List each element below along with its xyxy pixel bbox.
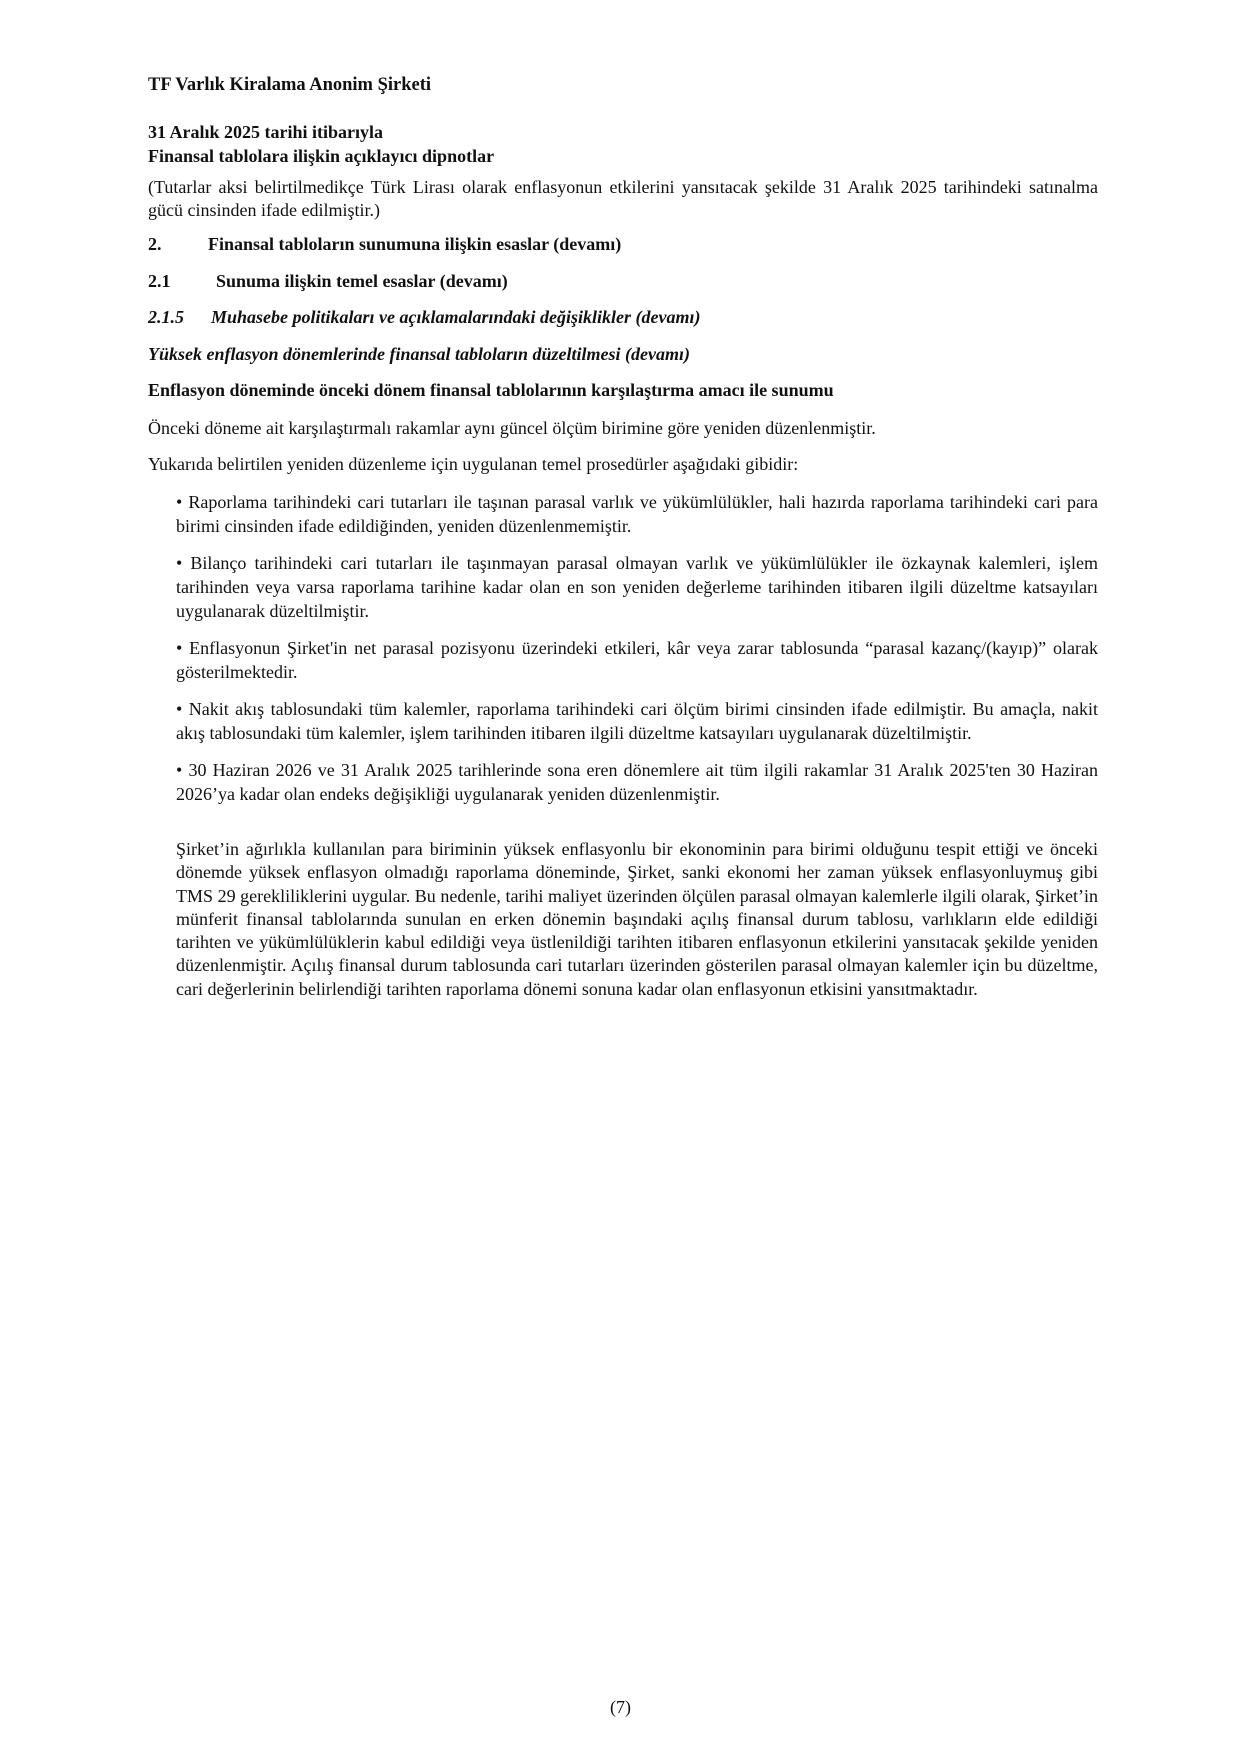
- section-number: 2.1: [148, 271, 171, 291]
- list-item: • 30 Haziran 2026 ve 31 Aralık 2025 tarihlerinde sona eren dönemlere ait tüm ilgili rakamlar 31 Aralık 2025'ten 30 Haziran 2026’ya kadar olan endeks değişikliği uygulanarak yeniden düzenlenmiştir.: [176, 760, 1098, 804]
- section-heading-2-1: [148, 271, 508, 292]
- page-number: (7): [610, 1697, 631, 1717]
- section-heading-2: [148, 234, 621, 255]
- section-title: Finansal tabloların sunumuna ilişkin esaslar (devamı): [208, 234, 622, 254]
- procedure-list: [176, 490, 1098, 819]
- closing-paragraph: Şirket’in ağırlıkla kullanılan para biriminin yüksek enflasyonlu bir ekonominin para birimi olduğunu tespit ettiği ve önceki dönemde yüksek enflasyon olmadığı raporlama döneminde, Şirket, sanki ekonomi her zaman yüksek enflasyonluymuş gibi TMS 29 gerekliliklerini uygular. Bu nedenle, tarihi maliyet üzerinden ölçülen parasal olmayan kalemlerle ilgili olarak, Şirket’in münferit finansal tablolarında sunulan en erken dönemin başındaki açılış finansal durum tablosu, varlıkların elde edildiği tarihten ve yükümlülüklerin kabul edildiği veya üstlenildiği tarihten itibaren enflasyonun etkilerini yansıtacak şekilde yeniden düzenlenmiştir. Açılış finansal durum tablosunda cari tutarları üzerinden gösterilen parasal olmayan kalemler için bu düzeltme, cari değerlerinin belirlendiği tarihten raporlama dönemi sonuna kadar olan enflasyonun etkisini yansıtmaktadır.: [176, 839, 1098, 999]
- list-item: • Enflasyonun Şirket'in net parasal pozisyonu üzerindeki etkileri, kâr veya zarar tablosunda “parasal kazanç/(kayıp)” olarak gösterilmektedir.: [176, 638, 1098, 682]
- currency-note: (Tutarlar aksi belirtilmedikçe Türk Lirası olarak enflasyonun etkilerini yansıtacak şekilde 31 Aralık 2025 tarihindeki satınalma gücü cinsinden ifade edilmiştir.): [148, 177, 1098, 220]
- company-name: TF Varlık Kiralama Anonim Şirketi: [148, 75, 432, 95]
- section-number: 2.1.5: [148, 307, 184, 327]
- section-heading-2-1-5: [148, 307, 700, 328]
- subheading-comparative: Enflasyon döneminde önceki dönem finansal tablolarının karşılaştırma amacı ile sunumu: [148, 380, 834, 400]
- list-item: • Raporlama tarihindeki cari tutarları ile taşınan parasal varlık ve yükümlülükler, hali hazırda raporlama tarihindeki cari para birimi cinsinden ifade edildiğinden, yeniden düzenlenmemiştir.: [176, 492, 1098, 536]
- notes-title: Finansal tablolara ilişkin açıklayıcı dipnotlar: [148, 146, 495, 166]
- paragraph: Yukarıda belirtilen yeniden düzenleme için uygulanan temel prosedürler aşağıdaki gibidir:: [148, 454, 799, 474]
- report-date: 31 Aralık 2025 tarihi itibarıyla: [148, 122, 384, 142]
- list-item: • Bilanço tarihindeki cari tutarları ile taşınmayan parasal olmayan varlık ve yükümlülükler ile özkaynak kalemleri, işlem tarihinden veya varsa raporlama tarihine kadar olan en son yeniden değerleme tarihinden itibaren ilgili düzeltme katsayıları uygulanarak düzeltilmiştir.: [176, 553, 1098, 621]
- subheading-hyperinflation: Yüksek enflasyon dönemlerinde finansal tabloların düzeltilmesi (devamı): [148, 344, 691, 364]
- list-item: • Nakit akış tablosundaki tüm kalemler, raporlama tarihindeki cari ölçüm birimi cinsinden ifade edilmiştir. Bu amaçla, nakit akış tablosundaki tüm kalemler, işlem tarihinden itibaren ilgili düzeltme katsayıları uygulanarak düzeltilmiştir.: [176, 699, 1098, 743]
- paragraph: Önceki döneme ait karşılaştırmalı rakamlar aynı güncel ölçüm birimine göre yeniden düzenlenmiştir.: [148, 418, 876, 438]
- section-title: Muhasebe politikaları ve açıklamalarındaki değişiklikler (devamı): [211, 307, 701, 327]
- section-title: Sunuma ilişkin temel esaslar (devamı): [216, 271, 508, 291]
- section-number: 2.: [148, 234, 162, 254]
